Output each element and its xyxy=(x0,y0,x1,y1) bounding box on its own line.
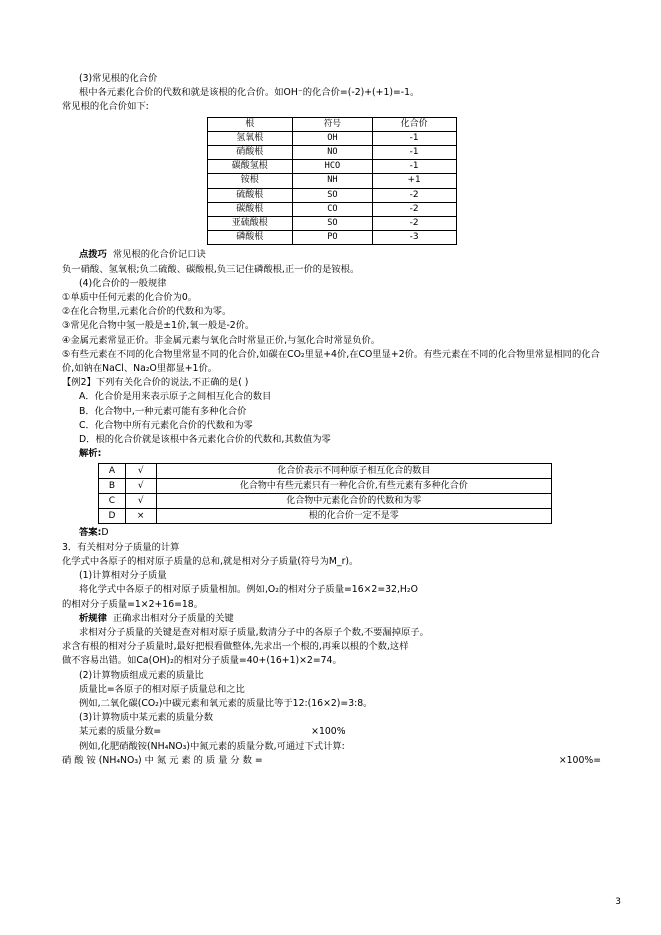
answer-value: D xyxy=(101,527,109,539)
cell-symbol: NH xyxy=(293,174,373,188)
cell-symbol: SO xyxy=(293,217,373,231)
cell-option-letter: D xyxy=(99,509,126,524)
cell-valence: -1 xyxy=(372,160,456,174)
tips-line xyxy=(62,248,601,262)
cell-explanation: 化合物中有些元素只有一种化合价,有些元素有多种化合价 xyxy=(156,479,551,494)
sub3-heading: (3)计算物质中某元素的质量分数 xyxy=(79,712,214,724)
cell-symbol: HCO xyxy=(293,160,373,174)
section4-item-1: ①单质中任何元素的化合价为0。 xyxy=(62,292,198,304)
table-row xyxy=(99,509,552,524)
cell-explanation: 化合物中元素化合价的代数和为零 xyxy=(156,494,551,509)
cell-root: 硝酸根 xyxy=(207,146,293,160)
rel-tip-line1: 求相对分子质量的关键是查对相对原子质量,数清分子中的各原子个数,不要漏掉原子。 xyxy=(79,626,429,638)
answer-label: 答案: xyxy=(79,527,102,539)
cell-symbol: NO xyxy=(293,146,373,160)
section4-heading: (4)化合价的一般规律 xyxy=(79,277,167,289)
section-rel-line1: 化学式中各原子的相对原子质量的总和,就是相对分子质量(符号为M_r)。 xyxy=(62,555,359,567)
tips-content: 负一硝酸、氢氧根;负二硫酸、碳酸根,负三记住磷酸根,正一价的是铵根。 xyxy=(62,263,360,275)
cell-valence: +1 xyxy=(372,174,456,188)
table-row xyxy=(99,464,552,479)
analysis-label: 解析: xyxy=(79,448,102,460)
cell-valence: -2 xyxy=(372,188,456,202)
section3-line2: 常见根的化合价如下: xyxy=(62,101,149,113)
rel-tip-line xyxy=(62,612,601,626)
sub1-line1: 将化学式中各原子的相对原子质量相加。例如,O₂的相对分子质量=16×2=32,H₂O xyxy=(79,584,418,596)
table-row xyxy=(207,217,456,231)
cell-valence: -1 xyxy=(372,146,456,160)
cell-root: 氢氧根 xyxy=(207,131,293,145)
section3-line1: 根中各元素化合价的代数和就是该根的化合价。如OH⁻的化合价=(-2)+(+1)=-1。 xyxy=(79,87,420,99)
cell-symbol: CO xyxy=(293,202,373,216)
answer-analysis-table xyxy=(98,463,552,524)
rel-tip-line3: 做不容易出错。如Ca(OH)₂的相对分子质量=40+(16+1)×2=74。 xyxy=(62,655,342,667)
cell-root: 亚硫酸根 xyxy=(207,217,293,231)
sub3-line3-row xyxy=(62,754,601,768)
sub2-heading: (2)计算物质组成元素的质量比 xyxy=(79,669,204,681)
sub3-formula-line xyxy=(62,725,601,739)
sub2-line2: 例如,二氧化碳(CO₂)中碳元素和氧元素的质量比等于12:(16×2)=3:8。 xyxy=(79,697,373,709)
table-row xyxy=(207,146,456,160)
table-row xyxy=(207,231,456,245)
content-body xyxy=(62,72,601,768)
cell-valence: -3 xyxy=(372,231,456,245)
sub1-line2: 的相对分子质量=1×2+16=18。 xyxy=(62,598,204,610)
table-row xyxy=(99,494,552,509)
cell-valence: -1 xyxy=(372,131,456,145)
sub3-line3: 硝 酸 铵 (NH₄NO₃) 中 氮 元 素 的 质 量 分 数 = xyxy=(62,754,263,766)
section4-item-2: ②在化合物里,元素化合价的代数和为零。 xyxy=(62,306,232,318)
cell-mark: √ xyxy=(125,479,156,494)
section3-heading: (3)常见根的化合价 xyxy=(79,73,158,84)
cell-mark: × xyxy=(125,509,156,524)
cell-option-letter: A xyxy=(99,464,126,479)
table-header-row xyxy=(207,117,456,131)
cell-option-letter: B xyxy=(99,479,126,494)
cell-valence: -2 xyxy=(372,202,456,216)
cell-option-letter: C xyxy=(99,494,126,509)
table-row xyxy=(99,479,552,494)
sub2-line1: 质量比=各原子的相对原子质量总和之比 xyxy=(79,683,245,695)
section-rel-heading: 3．有关相对分子质量的计算 xyxy=(62,541,180,553)
col-header-valence: 化合价 xyxy=(372,117,456,131)
table-row xyxy=(207,160,456,174)
cell-valence: -2 xyxy=(372,217,456,231)
section4-item-4: ④金属元素常显正价。非金属元素与氧化合时常显正价,与氢化合时常显负价。 xyxy=(62,334,381,346)
sub1-heading: (1)计算相对分子质量 xyxy=(79,570,167,582)
page-number: 3 xyxy=(615,897,621,907)
tips-label: 点拨巧 xyxy=(79,249,107,261)
tips-title: 常见根的化合价记口诀 xyxy=(112,249,206,261)
col-header-symbol: 符号 xyxy=(293,117,373,131)
example2-option-a: A．化合价是用来表示原子之间相互化合的数目 xyxy=(79,391,272,403)
sub3-pct2: ×100%= xyxy=(558,754,601,766)
rel-tip-label: 析规律 xyxy=(79,612,107,624)
cell-root: 硫酸根 xyxy=(207,188,293,202)
sub3-line2: 例如,化肥硝酸铵(NH₄NO₃)中氮元素的质量分数,可通过下式计算: xyxy=(79,740,345,752)
example2-heading: 【例2】下列有关化合价的说法,不正确的是( ) xyxy=(62,377,249,389)
example2-option-c: C．化合物中所有元素化合价的代数和为零 xyxy=(79,419,253,431)
cell-explanation: 化合价表示不同种原子相互化合的数目 xyxy=(156,464,551,479)
rel-tip-title: 正确求出相对分子质量的关键 xyxy=(112,612,234,624)
cell-mark: √ xyxy=(125,464,156,479)
table-row xyxy=(207,188,456,202)
cell-mark: √ xyxy=(125,494,156,509)
cell-symbol: OH xyxy=(293,131,373,145)
cell-root: 碳酸根 xyxy=(207,202,293,216)
example2-option-b: B．化合物中,一种元素可能有多种化合价 xyxy=(79,405,247,417)
col-header-root: 根 xyxy=(207,117,293,131)
sub3-pct: ×100% xyxy=(311,726,346,738)
section4-item-5: ⑤有些元素在不同的化合物里常显不同的化合价,如碳在CO₂里显+4价,在CO里显+2价。有些元素在不同的化合物里常显相同的化合价,如钠在NaCl、Na₂O里都显+1价。 xyxy=(62,348,600,375)
table-row xyxy=(207,131,456,145)
cell-explanation: 根的化合价一定不是零 xyxy=(156,509,551,524)
table-row xyxy=(207,202,456,216)
answer-line xyxy=(62,526,601,540)
cell-root: 磷酸根 xyxy=(207,231,293,245)
section4-item-3: ③常见化合物中氢一般是±1价,氧一般是-2价。 xyxy=(62,320,255,332)
cell-symbol: PO xyxy=(293,231,373,245)
cell-root: 碳酸氢根 xyxy=(207,160,293,174)
valence-table xyxy=(207,117,457,246)
sub3-line1: 某元素的质量分数= xyxy=(79,726,162,738)
cell-root: 铵根 xyxy=(207,174,293,188)
table-row xyxy=(207,174,456,188)
example2-option-d: D．根的化合价就是该根中各元素化合价的代数和,其数值为零 xyxy=(79,434,331,446)
cell-symbol: SO xyxy=(293,188,373,202)
rel-tip-line2: 求含有根的相对分子质量时,最好把根看做整体,先求出一个根的,再乘以根的个数,这样 xyxy=(62,641,409,653)
